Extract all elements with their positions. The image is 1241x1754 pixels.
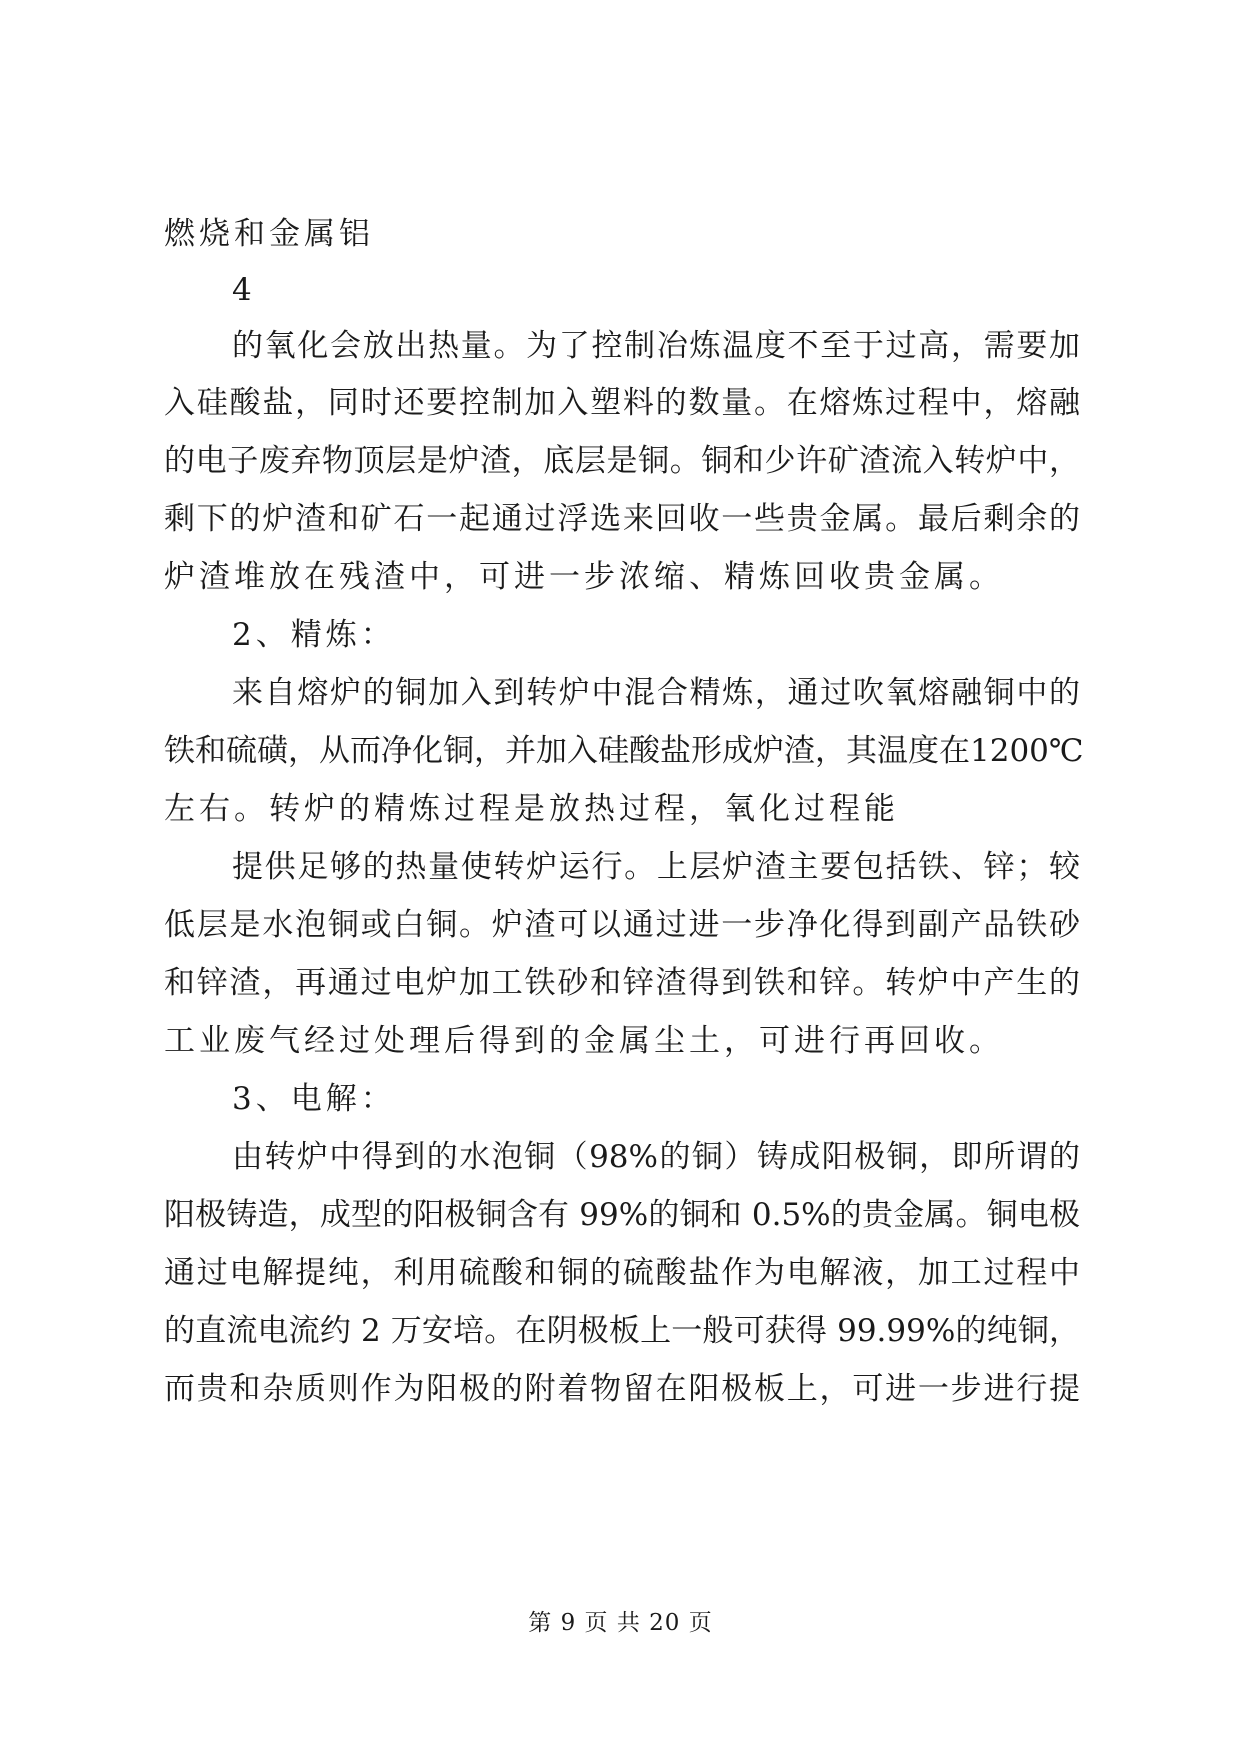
- section-heading: 3、电解：: [232, 1081, 396, 1117]
- text-line: 阳极铸造，成型的阳极铜含有 99%的铜和 0.5%的贵金属。铜电极: [164, 1197, 1080, 1233]
- text-line: 由转炉中得到的水泡铜（98%的铜）铸成阳极铜，即所谓的: [232, 1139, 1080, 1175]
- text-line: 入硅酸盐，同时还要控制加入塑料的数量。在熔炼过程中，熔融: [164, 385, 1080, 421]
- text-line: 工业废气经过处理后得到的金属尘土，可进行再回收。: [164, 1023, 1004, 1059]
- section-heading: 2、精炼：: [232, 617, 396, 653]
- text-line: 而贵和杂质则作为阳极的附着物留在阳极板上，可进一步进行提: [164, 1371, 1080, 1407]
- text-line: 来自熔炉的铜加入到转炉中混合精炼，通过吹氧熔融铜中的: [232, 675, 1080, 711]
- text-line: 和锌渣，再通过电炉加工铁砂和锌渣得到铁和锌。转炉中产生的: [164, 965, 1080, 1001]
- text-line: 燃烧和金属铝: [164, 216, 374, 252]
- text-line: 提供足够的热量使转炉运行。上层炉渣主要包括铁、锌；较: [232, 849, 1080, 885]
- text-line: 剩下的炉渣和矿石一起通过浮选来回收一些贵金属。最后剩余的: [164, 501, 1080, 537]
- text-line: 左右。转炉的精炼过程是放热过程，氧化过程能: [164, 791, 899, 827]
- text-line: 炉渣堆放在残渣中，可进一步浓缩、精炼回收贵金属。: [164, 559, 1004, 595]
- text-line: 的电子废弃物顶层是炉渣，底层是铜。铜和少许矿渣流入转炉中，: [164, 443, 1080, 479]
- text-line: 的直流电流约 2 万安培。在阴极板上一般可获得 99.99%的纯铜，: [164, 1313, 1080, 1349]
- text-line: 通过电解提纯，利用硫酸和铜的硫酸盐作为电解液，加工过程中: [164, 1255, 1080, 1291]
- text-line: 4: [232, 272, 256, 308]
- text-line: 铁和硫磺，从而净化铜，并加入硅酸盐形成炉渣，其温度在1200℃: [164, 733, 1084, 769]
- text-line: 低层是水泡铜或白铜。炉渣可以通过进一步净化得到副产品铁砂: [164, 907, 1080, 943]
- text-line: 的氧化会放出热量。为了控制冶炼温度不至于过高，需要加: [232, 328, 1080, 364]
- page-number-footer: 第 9 页 共 20 页: [528, 1610, 713, 1636]
